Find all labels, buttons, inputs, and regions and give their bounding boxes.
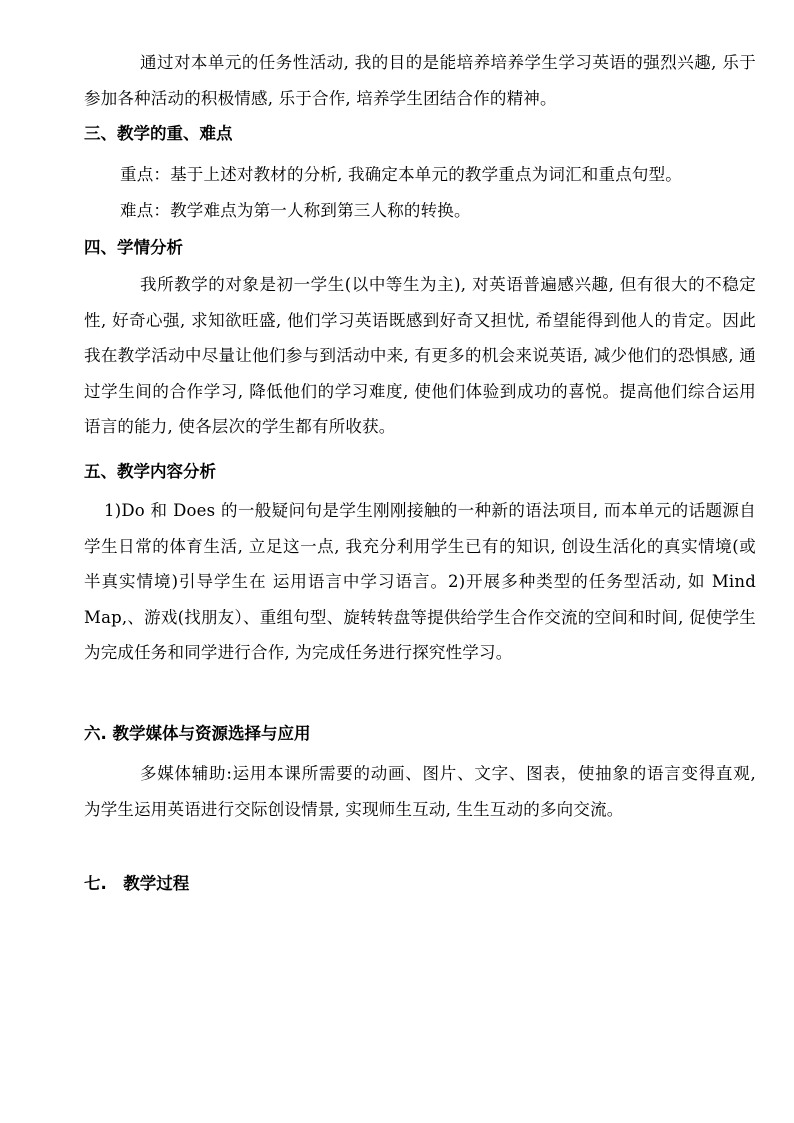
heading-teaching-process: 七. 教学过程 <box>84 874 190 893</box>
heading-content-analysis: 五、教学内容分析 <box>84 462 216 481</box>
heading-key-difficult-points: 三、教学的重、难点 <box>84 124 233 143</box>
paragraph-media: 多媒体辅助:运用本课所需要的动画、图片、文字、图表，使抽象的语言变得直观, 为学生运用英语进行交际创设情景, 实现师生互动, 生生互动的多向交流。 <box>84 764 756 819</box>
heading-media-resources: 六. 教学媒体与资源选择与应用 <box>84 724 311 743</box>
paragraph-content-analysis: 1)Do 和 Does 的一般疑问句是学生刚刚接触的一种新的语法项目, 而本单元的话题源自学生日常的体育生活, 立足这一点, 我充分利用学生已有的知识, 创设生活化的真实情境(或半真实情境)引导学生在 运用语言中学习语言。2)开展多种类型的任务型活动, 如 Mind Map,、游戏(找朋友）、重组句型、旋转转盘等提供给学生合作交流的空间和时间, 促使学生为完成任务和同学进行合作, 为完成任务进行探究性学习。 <box>84 501 756 662</box>
paragraph-key-point: 重点：基于上述对教材的分析, 我确定本单元的教学重点为词汇和重点句型。 <box>120 165 682 184</box>
heading-student-analysis: 四、学情分析 <box>84 238 183 257</box>
paragraph-difficult-point: 难点：教学难点为第一人称到第三人称的转换。 <box>120 201 471 220</box>
paragraph-teaching-goal: 通过对本单元的任务性活动, 我的目的是能培养培养学生学习英语的强烈兴趣, 乐于参加各种活动的积极情感, 乐于合作, 培养学生团结合作的精神。 <box>84 53 756 108</box>
paragraph-student-analysis: 我所教学的对象是初一学生(以中等生为主), 对英语普遍感兴趣, 但有很大的不稳定性, 好奇心强, 求知欲旺盛, 他们学习英语既感到好奇又担忧, 希望能得到他人的肯定。因此我在教学活动中尽量让他们参与到活动中来, 有更多的机会来说英语, 减少他们的恐惧感, 通过学生间的合作学习, 降低他们的学习难度, 使他们体验到成功的喜悦。提高他们综合运用语言的能力, 使各层次的学生都有所收获。 <box>84 275 756 436</box>
